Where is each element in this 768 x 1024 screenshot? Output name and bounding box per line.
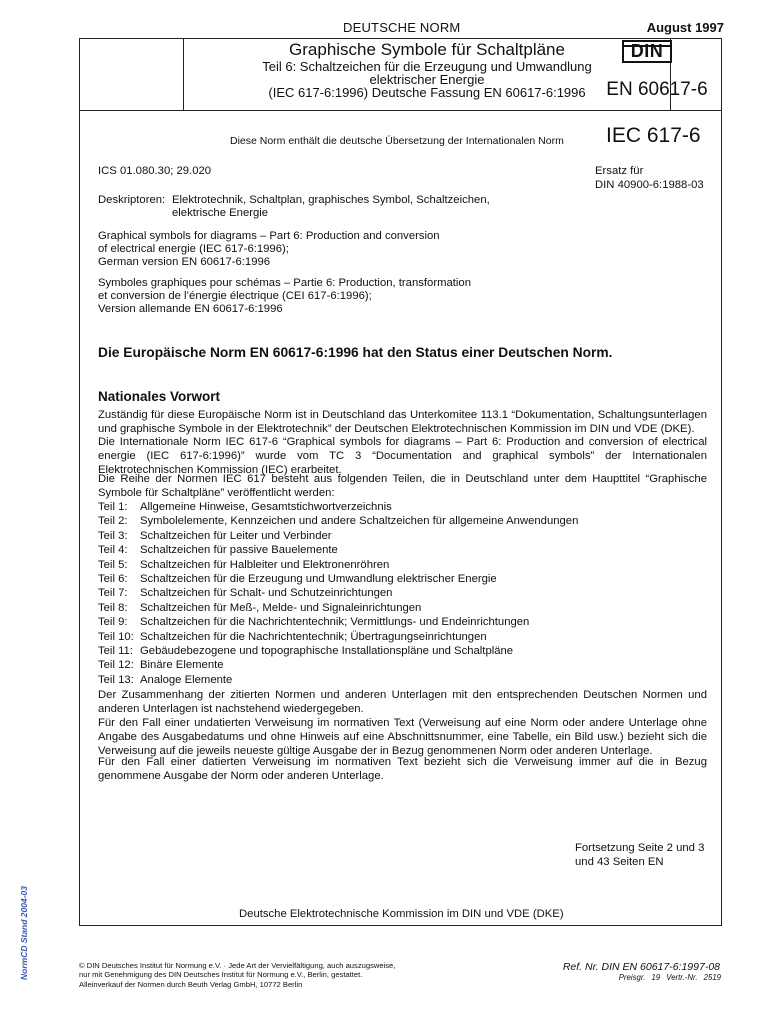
iec-number: IEC 617-6 [606,124,701,147]
part-label: Teil 10: [98,630,134,643]
part-label: Teil 8: [98,601,128,614]
part-title: Symbolelemente, Kennzeichen und andere Schaltzeichen für allgemeine Anwendungen [140,515,579,528]
part-title: Allgemeine Hinweise, Gesamtstichwortverzeichnis [140,501,392,513]
part-list-item [98,630,578,644]
part-list-item [98,558,578,572]
part-label: Teil 13: [98,673,134,686]
vorwort-paragraph-2: Die Internationale Norm IEC 617-6 “Graphical symbols for diagrams – Part 6: Production and conversion of electrical energie (IEC 617-6:1996)” wurde vom TC 3 “Documentation and graphical symbols” der Internationalen Elektrotechnischen Kommission (IEC) erarbeitet. [98,436,707,476]
part-list-item [98,586,578,600]
part-label: Teil 9: [98,616,128,629]
normcd-stamp-text: NormCD Stand 2004-03 [19,885,29,980]
vorwort-paragraph-6: Für den Fall einer datierten Verweisung im normativen Text bezieht sich die Verweisung immer auf die in Bezug genommene Ausgabe der Norm oder anderen Unterlage. [98,756,707,782]
part-list-item [98,514,578,528]
vorwort-paragraph-5: Für den Fall einer undatierten Verweisung im normativen Text (Verweisung auf eine Norm oder andere Unterlage ohne Angabe des Ausgabedatums und ohne Hinweis auf eine Abschnittsnummer, eine Tabelle, ein Bild usw.) bezieht sich die Verweisung auf die jeweils neueste gültige Ausgabe der in Bezug genommenen Norm oder anderen Unterlage. [98,717,707,757]
issue-date: August 1997 [646,20,724,35]
price-group: Preisgr. 19 Vertr.-Nr. 2519 [618,973,721,982]
vorwort-paragraph-1: Zuständig für diese Europäische Norm ist in Deutschland das Unterkomitee 113.1 “Dokumentation, Schaltungsunterlagen und graphische Symbole in der Elektrotechnik” der Deutschen Elektrotechnischen Kommission im DIN und VDE (DKE). [98,409,707,435]
part-title: Analoge Elemente [140,673,233,686]
french-title-3: Version allemande EN 60617-6:1996 [98,303,283,315]
norm-type-label: DEUTSCHE NORM [343,20,461,35]
part-list-item [98,529,578,543]
part-label: Teil 4: [98,544,128,557]
part-list-item [98,601,578,615]
descriptors-line-1: Elektrotechnik, Schaltplan, graphisches Symbol, Schaltzeichen, [172,194,490,206]
continuation-line-2: und 43 Seiten EN [575,856,664,868]
part-list-item [98,615,578,629]
part-title: Schaltzeichen für Schalt- und Schutzeinrichtungen [140,587,393,600]
din-logo: DIN [622,40,672,63]
vorwort-paragraph-4: Der Zusammenhang der zitierten Normen und anderen Unterlagen mit den entsprechenden Deutschen Normen und anderen Unterlagen ist nachstehend wiedergegeben. [98,689,707,715]
part-list-item [98,500,578,514]
part-title: Schaltzeichen für die Nachrichtentechnik; Vermittlungs- und Endeinrichtungen [140,616,530,629]
english-title-1: Graphical symbols for diagrams – Part 6: Production and conversion [98,230,440,242]
part-label: Teil 3: [98,529,128,542]
descriptors-line-2: elektrische Energie [172,207,269,219]
copyright-line-1: © DIN Deutsches Institut für Normung e.V. · Jede Art der Vervielfältigung, auch auszugsweise, [79,961,396,970]
part-label: Teil 5: [98,558,128,571]
part-title: Schaltzeichen für die Nachrichtentechnik; Übertragungseinrichtungen [140,630,487,643]
part-list-item [98,644,578,658]
norm-number: EN 60617-6 [606,79,708,100]
descriptors-label: Deskriptoren: [98,194,166,206]
vorwort-heading: Nationales Vorwort [98,389,221,404]
committee-name: Deutsche Elektrotechnische Kommission im DIN und VDE (DKE) [239,908,564,920]
part-title: Gebäudebezogene und topographische Installationspläne und Schaltpläne [140,644,514,657]
part-list-item [98,673,578,687]
part-title: Binäre Elemente [140,659,224,672]
iec-translation-note: Diese Norm enthält die deutsche Übersetzung der Internationalen Norm [230,135,564,147]
english-title-2: of electrical energie (IEC 617-6:1996); [98,243,289,255]
document-subtitle-1: Teil 6: Schaltzeichen für die Erzeugung und Umwandlung [262,59,592,74]
part-list-item [98,572,578,586]
continuation-line-1: Fortsetzung Seite 2 und 3 [575,842,705,854]
copyright-line-3: Alleinverkauf der Normen durch Beuth Verlag GmbH, 10772 Berlin [79,980,303,989]
part-label: Teil 1: [98,501,128,513]
status-statement: Die Europäische Norm EN 60617-6:1996 hat den Status einer Deutschen Norm. [98,345,613,360]
document-subtitle-2: elektrischer Energie [369,72,485,87]
part-title: Schaltzeichen für Leiter und Verbinder [140,529,332,542]
french-title-1: Symboles graphiques pour schémas – Partie 6: Production, transformation [98,277,471,289]
document-title: Graphische Symbole für Schaltpläne [289,40,565,59]
document-subtitle-3: (IEC 617-6:1996) Deutsche Fassung EN 60617-6:1996 [268,85,586,100]
normcd-stamp [14,860,34,980]
part-label: Teil 6: [98,572,128,585]
part-title: Schaltzeichen für die Erzeugung und Umwandlung elektrischer Energie [140,572,497,585]
vorwort-paragraph-3: Die Reihe der Normen IEC 617 besteht aus folgenden Teilen, die in Deutschland unter dem Haupttitel “Graphische Symbole für Schaltpläne” veröffentlicht werden: [98,473,707,499]
parts-list [98,500,578,687]
english-title-3: German version EN 60617-6:1996 [98,256,271,268]
part-label: Teil 12: [98,659,134,672]
part-list-item [98,543,578,557]
replaces-value: DIN 40900-6:1988-03 [595,179,704,191]
header-top-line [0,20,768,38]
part-label: Teil 7: [98,587,128,600]
part-label: Teil 11: [98,644,133,657]
replaces-label: Ersatz für [595,165,644,177]
copyright-line-2: nur mit Genehmigung des DIN Deutsches Institut für Normung e.V., Berlin, gestattet. [79,970,363,979]
part-title: Schaltzeichen für Halbleiter und Elektronenröhren [140,558,390,571]
reference-number: Ref. Nr. DIN EN 60617-6:1997-08 [562,961,720,973]
french-title-2: et conversion de l’énergie électrique (CEI 617-6:1996); [98,290,372,302]
part-label: Teil 2: [98,515,128,528]
ics-code: ICS 01.080.30; 29.020 [98,165,212,177]
part-title: Schaltzeichen für Meß-, Melde- und Signaleinrichtungen [140,601,422,614]
part-list-item [98,658,578,672]
part-title: Schaltzeichen für passive Bauelemente [140,544,338,557]
